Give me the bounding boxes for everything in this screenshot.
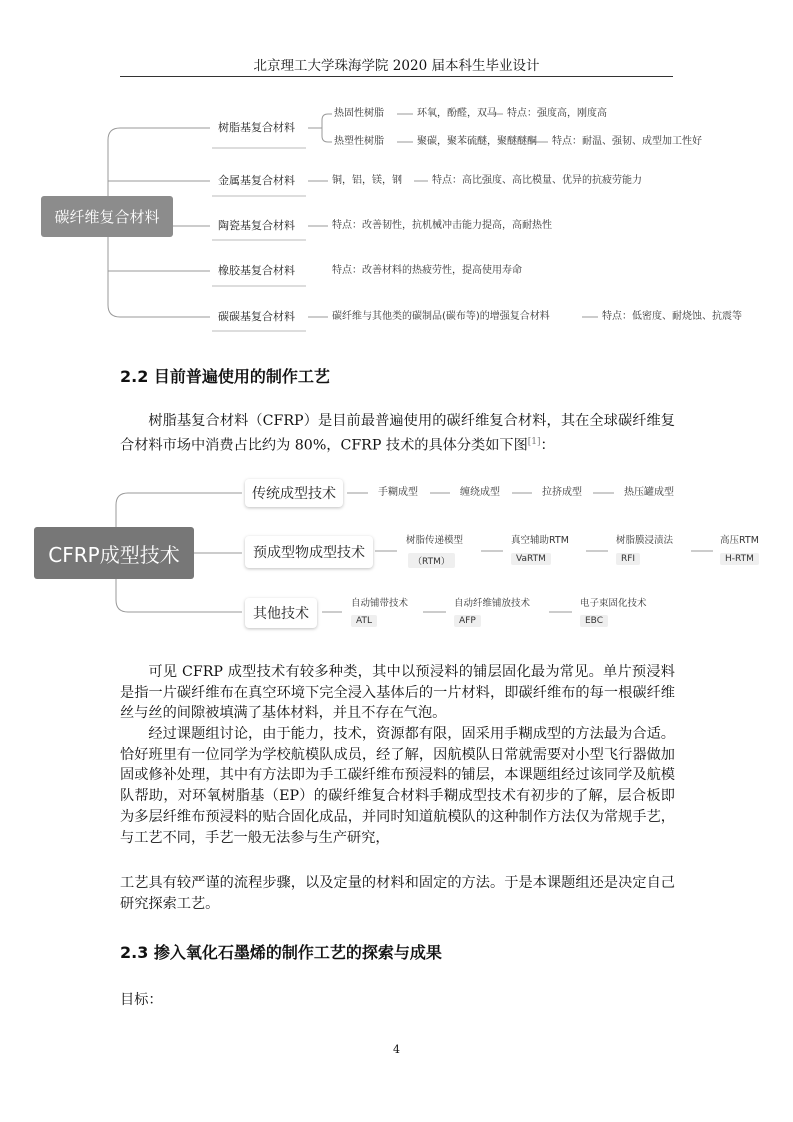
mindmap2-branch-preform: 预成型物成型技术 (245, 536, 373, 568)
mindmap1-sub-thermoplastic: 热塑性树脂 (334, 136, 384, 147)
section-heading-2-2: 2.2 目前普遍使用的制作工艺 (120, 367, 330, 386)
target-label: 目标： (120, 992, 163, 1008)
mindmap2-tag-ebc: EBC (580, 615, 608, 627)
mindmap2-branch-other: 其他技术 (245, 598, 317, 628)
mindmap2-tag-rtm: （RTM） (408, 553, 455, 568)
mindmap2-item-ebc: 电子束固化技术 (580, 598, 647, 609)
mindmap1-sub-thermoplastic-items: 聚碳，聚苯硫醚，聚醚醚酮 (417, 136, 537, 147)
paragraph-discussion: 经过课题组讨论，由于能力，技术，资源都有限，固采用手糊成型的方法最为合适。恰好班里有一位同学为学校航模队成员，经了解，因航模队日常就需要对小型飞行器做加固或修补处理，其中有方法即为手工碳纤维布预浸料的铺层，本课题组经过该同学及航模队帮助，对环氧树脂基（EP）的碳纤维复合材料手糊成型技术有初步的了解，层合板即为多层纤维布预浸料的贴合固化成品，并同时知道航模队的这种制作方法仅为常规手艺，与工艺不同，手艺一般无法参与生产研究， (120, 726, 675, 846)
mindmap1-metal-feature: 特点：高比强度、高比模量、优异的抗疲劳能力 (432, 175, 642, 186)
mindmap2-root: CFRP成型技术 (34, 527, 194, 579)
mindmap2-item-rtm: 树脂传递模型 (406, 535, 464, 546)
mindmap1-sub-thermoplastic-feature: 特点：耐温、强韧、成型加工性好 (552, 136, 702, 147)
mindmap2-item-winding: 缠绕成型 (460, 487, 500, 498)
mindmap2-item-rfi: 树脂膜浸渍法 (616, 535, 674, 546)
mindmap1-carbon-text: 碳纤维与其他类的碳制品(碳布等)的增强复合材料 (332, 311, 550, 322)
mindmap1-rubber-text: 特点：改善材料的热疲劳性，提高使用寿命 (332, 265, 522, 276)
section-heading-2-3: 2.3 掺入氧化石墨烯的制作工艺的探索与成果 (120, 943, 442, 962)
mindmap2-item-vartm: 真空辅助RTM (511, 535, 569, 546)
mindmap2-item-afp: 自动纤维铺放技术 (454, 598, 531, 609)
mindmap1-branch-metal: 金属基复合材料 (218, 174, 295, 187)
mindmap2-item-autoclave: 热压罐成型 (624, 487, 674, 498)
mindmap2-item-hand-layup: 手糊成型 (378, 487, 418, 498)
paragraph-prepreg: 可见 CFRP 成型技术有较多种类，其中以预浸料的铺层固化最为常见。单片预浸料是指一片碳纤维布在真空环境下完全浸入基体后的一片材料，即碳纤维布的每一根碳纤维丝与丝的间隙被填满了基体材料，并且不存在气泡。 (120, 664, 675, 722)
mindmap1-branch-rubber: 橡胶基复合材料 (218, 264, 295, 277)
paragraph-cfrp-intro-text: 树脂基复合材料（CFRP）是目前最普遍使用的碳纤维复合材料，其在全球碳纤维复合材料市场中消费占比约为 80%，CFRP 技术的具体分类如下图 (120, 413, 675, 454)
mindmap2-tag-afp: AFP (454, 615, 481, 627)
mindmap1-carbon-feature: 特点：低密度、耐烧蚀、抗震等 (602, 311, 742, 322)
mindmap1-metal-text: 铜，铝，镁，钢 (332, 175, 402, 186)
mindmap2-item-hrtm: 高压RTM (720, 535, 759, 546)
mindmap2-item-pultrusion: 拉挤成型 (542, 487, 582, 498)
mindmap1-sub-thermoset-items: 环氧，酚醛，双马 (417, 108, 497, 119)
mindmap2-item-atl: 自动铺带技术 (351, 598, 409, 609)
reference-marker[interactable]: [1] (527, 436, 541, 447)
paragraph-cfrp-intro-end: ： (540, 437, 555, 454)
page-number: 4 (393, 1043, 400, 1056)
mindmap1-root: 碳纤维复合材料 (41, 196, 173, 237)
mindmap2-tag-atl: ATL (351, 615, 377, 627)
mindmap1-sub-thermoset: 热固性树脂 (334, 108, 384, 119)
mindmap1-branch-ceramic: 陶瓷基复合材料 (218, 219, 295, 232)
mindmap2-tag-vartm: VaRTM (511, 553, 551, 565)
mindmap2-tag-hrtm: H-RTM (720, 553, 759, 565)
mindmap1-branch-carbon: 碳碳基复合材料 (218, 310, 295, 323)
page-header: 北京理工大学珠海学院 2020 届本科生毕业设计 (253, 58, 540, 74)
mindmap1-ceramic-text: 特点：改善韧性，抗机械冲击能力提高，高耐热性 (332, 220, 552, 231)
mindmap1-branch-resin: 树脂基复合材料 (218, 121, 295, 134)
mindmap2-tag-rfi: RFI (616, 553, 640, 565)
mindmap2-branch-traditional: 传统成型技术 (245, 479, 343, 507)
paragraph-process: 工艺具有较严谨的流程步骤，以及定量的材料和固定的方法。于是本课题组还是决定自己研究探索工艺。 (120, 875, 675, 912)
mindmap1-sub-thermoset-feature: 特点：强度高，刚度高 (507, 108, 607, 119)
